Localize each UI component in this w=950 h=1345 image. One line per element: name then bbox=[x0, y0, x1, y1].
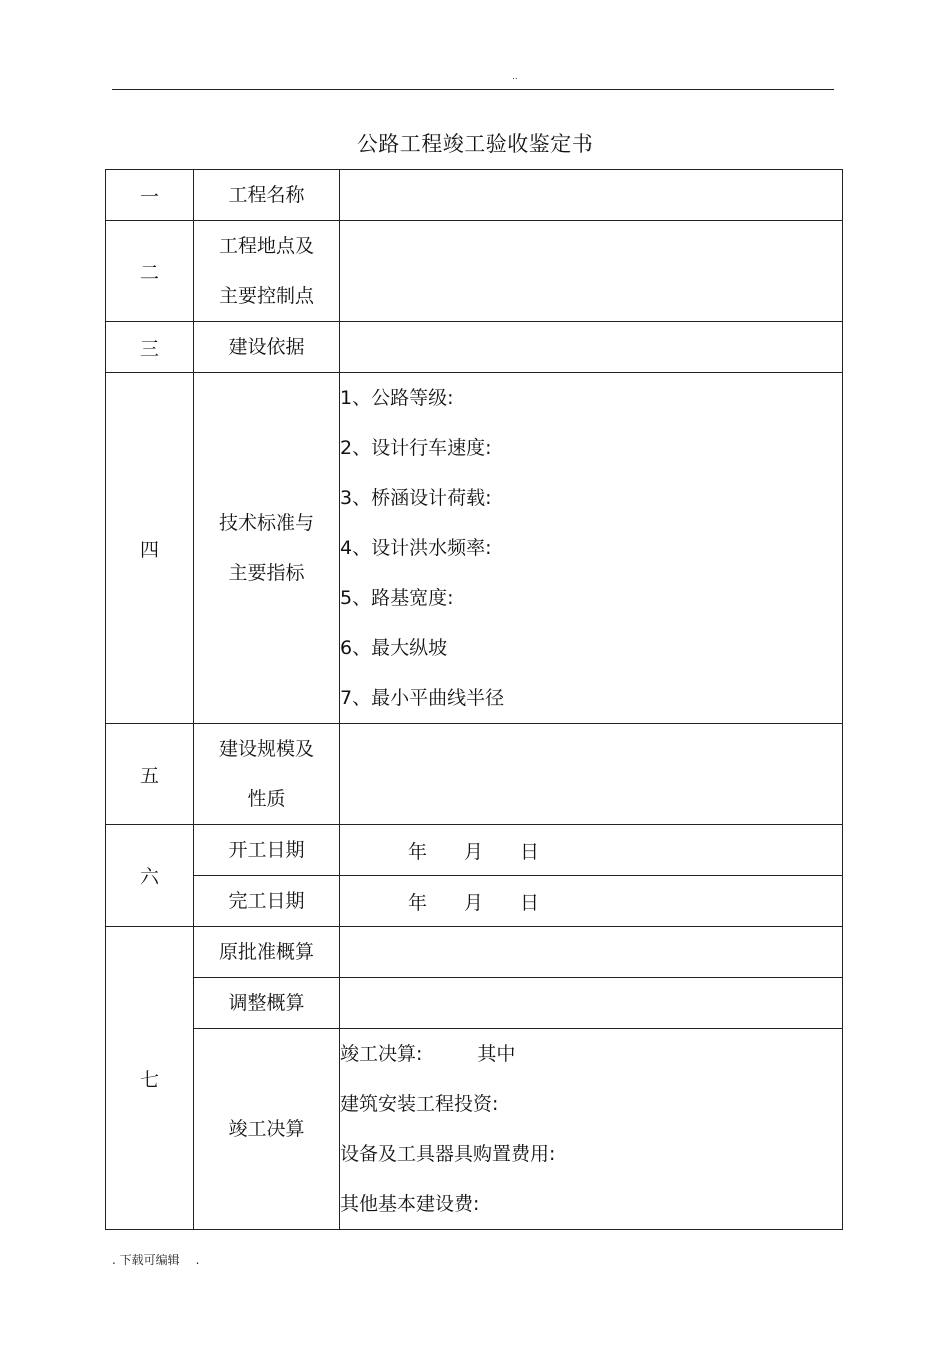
acceptance-form-table bbox=[105, 169, 843, 1230]
row-original-estimate bbox=[106, 927, 843, 978]
label-line: 技术标准与 bbox=[218, 512, 314, 534]
label-line: 建设规模及 bbox=[218, 738, 314, 760]
start-date-label: 开工日期 bbox=[194, 825, 340, 876]
footer-text: . 下载可编辑 bbox=[112, 1253, 180, 1267]
row-number: 四 bbox=[106, 373, 194, 724]
label-line: 主要控制点 bbox=[218, 285, 314, 307]
standard-item-max-grade: 6、最大纵坡 bbox=[340, 637, 448, 659]
adjusted-estimate-label: 调整概算 bbox=[194, 978, 340, 1029]
construction-scale-value[interactable] bbox=[340, 724, 843, 825]
final-accounts-line bbox=[340, 1029, 842, 1079]
row-number: 五 bbox=[106, 724, 194, 825]
row-project-location bbox=[106, 221, 843, 322]
original-estimate-value[interactable] bbox=[340, 927, 843, 978]
standard-item-min-curve-radius: 7、最小平曲线半径 bbox=[340, 687, 505, 709]
footer-note bbox=[112, 1251, 199, 1268]
footer-dot: . bbox=[195, 1253, 200, 1267]
row-end-date bbox=[106, 876, 843, 927]
month-label: 月 bbox=[464, 840, 484, 863]
final-accounts-label: 竣工决算 bbox=[194, 1029, 340, 1230]
original-estimate-label: 原批准概算 bbox=[194, 927, 340, 978]
row-start-date bbox=[106, 825, 843, 876]
end-date-label: 完工日期 bbox=[194, 876, 340, 927]
row-project-name bbox=[106, 170, 843, 221]
technical-standards-value[interactable] bbox=[340, 373, 843, 724]
adjusted-estimate-value[interactable] bbox=[340, 978, 843, 1029]
project-location-label bbox=[194, 221, 340, 322]
row-final-accounts bbox=[106, 1029, 843, 1230]
row-adjusted-estimate bbox=[106, 978, 843, 1029]
standard-item-roadbed-width: 5、路基宽度: bbox=[340, 587, 454, 609]
final-accounts-total-label: 竣工决算: bbox=[340, 1043, 423, 1065]
start-date-value[interactable] bbox=[340, 825, 843, 876]
equipment-purchase-line: 设备及工具器具购置费用: bbox=[340, 1143, 556, 1165]
project-location-value[interactable] bbox=[340, 221, 843, 322]
final-accounts-aside: 其中 bbox=[477, 1043, 516, 1065]
label-line: 性质 bbox=[247, 788, 286, 810]
standard-item-highway-grade: 1、公路等级: bbox=[340, 387, 454, 409]
row-construction-scale bbox=[106, 724, 843, 825]
document-title: 公路工程竣工验收鉴定书 bbox=[356, 132, 594, 156]
row-number: 六 bbox=[106, 825, 194, 927]
standard-item-bridge-load: 3、桥涵设计荷载: bbox=[340, 487, 492, 509]
day-label: 日 bbox=[520, 840, 540, 863]
year-label: 年 bbox=[408, 840, 428, 863]
construction-scale-label bbox=[194, 724, 340, 825]
project-name-label: 工程名称 bbox=[194, 170, 340, 221]
row-number: 一 bbox=[106, 170, 194, 221]
project-name-value[interactable] bbox=[340, 170, 843, 221]
row-number: 二 bbox=[106, 221, 194, 322]
header-rule bbox=[112, 89, 834, 90]
day-label: 日 bbox=[520, 891, 540, 914]
year-label: 年 bbox=[408, 891, 428, 914]
other-construction-cost-line: 其他基本建设费: bbox=[340, 1193, 480, 1215]
construction-basis-value[interactable] bbox=[340, 322, 843, 373]
row-number: 七 bbox=[106, 927, 194, 1230]
standard-item-flood-frequency: 4、设计洪水频率: bbox=[340, 537, 492, 559]
technical-standards-label bbox=[194, 373, 340, 724]
final-accounts-value[interactable] bbox=[340, 1029, 843, 1230]
label-line: 工程地点及 bbox=[218, 235, 314, 257]
row-construction-basis bbox=[106, 322, 843, 373]
row-technical-standards bbox=[106, 373, 843, 724]
construction-basis-label: 建设依据 bbox=[194, 322, 340, 373]
header-mark: .. bbox=[512, 72, 518, 82]
month-label: 月 bbox=[464, 891, 484, 914]
construction-investment-line: 建筑安装工程投资: bbox=[340, 1093, 499, 1115]
standard-item-design-speed: 2、设计行车速度: bbox=[340, 437, 492, 459]
row-number: 三 bbox=[106, 322, 194, 373]
end-date-value[interactable] bbox=[340, 876, 843, 927]
label-line: 主要指标 bbox=[228, 562, 305, 584]
